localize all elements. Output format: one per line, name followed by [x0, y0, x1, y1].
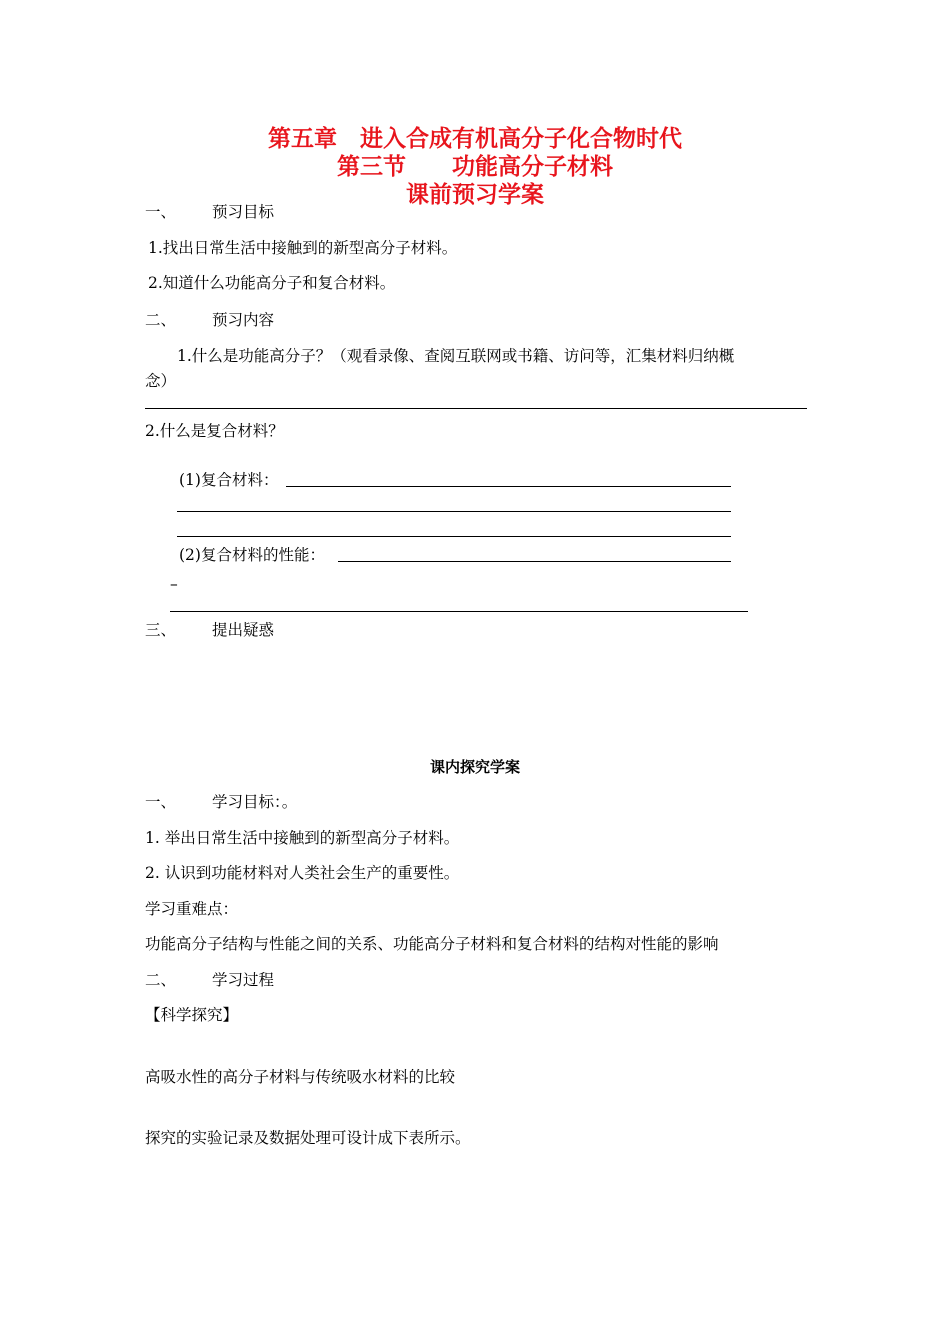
- preview-goal-1: 1.找出日常生活中接触到的新型高分子材料。: [148, 239, 458, 257]
- preview-part3-heading: 提出疑惑: [212, 621, 275, 639]
- answer-line-q2a-1: [286, 486, 731, 487]
- inclass-part1-heading: 学习目标：。: [212, 793, 298, 811]
- science-explore-tag: 【科学探究】: [145, 1006, 239, 1024]
- chapter-title: 第五章 进入合成有机高分子化合物时代: [268, 126, 682, 152]
- preview-subtitle: 课前预习学案: [406, 182, 544, 208]
- question-2b-label: (2)复合材料的性能：: [179, 546, 325, 564]
- answer-line-q2a-3: [177, 536, 731, 537]
- preview-goal-2: 2.知道什么功能高分子和复合材料。: [148, 274, 396, 292]
- question-1-line-1: 1.什么是功能高分子？（观看录像、查阅互联网或书籍、访问等，汇集材料归纳概: [177, 347, 735, 365]
- key-points-label: 学习重难点：: [145, 900, 239, 918]
- answer-line-q1: [145, 408, 807, 409]
- answer-line-q2b-1: [338, 561, 731, 562]
- question-1-line-2: 念）: [145, 372, 177, 390]
- preview-part1-heading: 预习目标: [212, 203, 275, 221]
- question-2a-label: (1)复合材料：: [179, 471, 279, 489]
- preview-part2-heading: 预习内容: [212, 311, 275, 329]
- inclass-part2-number: 二、: [145, 971, 177, 989]
- preview-part3-number: 三、: [145, 621, 177, 639]
- explore-topic: 高吸水性的高分子材料与传统吸水材料的比较: [145, 1068, 456, 1086]
- explore-note: 探究的实验记录及数据处理可设计成下表所示。: [145, 1129, 471, 1147]
- inclass-goal-1: 1. 举出日常生活中接触到的新型高分子材料。: [145, 829, 460, 847]
- key-points-text: 功能高分子结构与性能之间的关系、功能高分子材料和复合材料的结构对性能的影响: [145, 935, 719, 953]
- answer-line-q2a-2: [177, 511, 731, 512]
- preview-part2-number: 二、: [145, 311, 177, 329]
- question-2: 2.什么是复合材料？: [145, 422, 284, 440]
- answer-line-q2b-2: [170, 611, 748, 612]
- preview-part1-number: 一、: [145, 203, 177, 221]
- inclass-goal-2: 2. 认识到功能材料对人类社会生产的重要性。: [145, 864, 460, 882]
- inclass-part2-heading: 学习过程: [212, 971, 275, 989]
- inclass-title: 课内探究学案: [429, 758, 520, 776]
- inclass-part1-number: 一、: [145, 793, 177, 811]
- section-title: 第三节 功能高分子材料: [337, 154, 613, 180]
- dash-mark: –: [170, 575, 178, 593]
